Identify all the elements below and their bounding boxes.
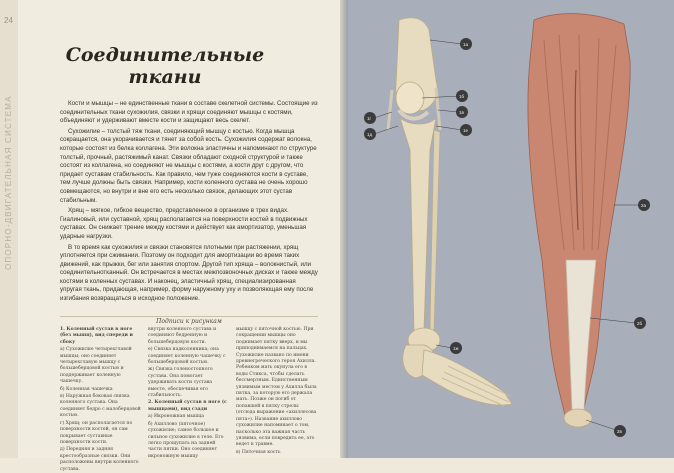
label-2b: 2б xyxy=(637,321,643,326)
label-1zh: 1ж xyxy=(453,346,459,351)
title-line-1: Соединительные xyxy=(65,44,265,66)
leg-illustration xyxy=(344,0,674,458)
caption-column xyxy=(60,327,142,472)
paragraph: Кости и мышцы – не единственные ткани в составе скелетной системы. Состоящие из соединительных ткани сухожилия, связки и хрящи соединяют мышцы с костями, объединяют и удерживают вместе кости и защищают весь скелет. xyxy=(60,100,318,125)
caption-line: в) Пяточная кость xyxy=(236,449,281,455)
paragraph: Сухожилие – толстый тяж ткани, соединяющий мышцу с костью. Когда мышца сокращается, она укорачивается и тянет за собой кость. Сухожилия содержат волокна, которые состоят из белка коллагена. Эти волокна эластичны и напоминают по структуре толстый, прочный, растяжимый канат. Связки обладают сходной структурой и также состоят из коллагена, но соединяют не мышцы с костями, а кости друг с другом, что придает суставам стабильность. Как правило, чем туже соединяются кости в суставе, тем лучше должны быть связки. Например, кости коленного сустава не очень хорошо совмещаются, но внутри и вне его есть несколько связок, делающих этот сустав стабильным. xyxy=(60,127,317,204)
label-1a: 1а xyxy=(463,42,469,47)
caption-line: ж) Связка голеностопного сустава. Она помогает удерживать кости сустава вместе, обеспечивая его стабильность. xyxy=(148,367,213,399)
caption-line: 1. Коленный сустав в ноге (без мышц), вид спереди и сбоку xyxy=(60,327,133,345)
figure-panel xyxy=(344,0,674,458)
caption-line: в) Наружная боковая связка коленного сустава. Она соединяет бедро с малоберцовой костью. xyxy=(60,394,141,419)
captions xyxy=(60,327,318,472)
paragraph: В то время как сухожилия и связки становятся плотными при растяжении, хрящ уплотняется при сжимании. Поэтому он подходит для амортизации во время таких движений, как прыжки, бег или занятия спортом. Другой тип хряща – волокнистый, или соединительнотканный. Он встречается в местах межпозвоночных дисках и также между костями в коленных суставах. И наконец, эластичный хрящ, специализированная упругая ткань, придающая, например, форму наружному уху и позволяющая ему после изгибания возвращаться в исходное положение. xyxy=(60,243,318,303)
caption-line: внутри коленного сустава и соединяют бедренную и большеберцовую кости. xyxy=(148,327,217,345)
label-2v: 2в xyxy=(617,429,622,434)
label-1g: 1г xyxy=(367,116,372,121)
body-text xyxy=(60,100,318,306)
caption-line: 2. Коленный сустав в ноге (с мышцами), вид сзади xyxy=(148,400,227,412)
label-2a: 2а xyxy=(641,203,647,208)
caption-line: а) Икроножная мышца xyxy=(148,414,204,420)
page-number: 24 xyxy=(4,16,13,25)
caption-line: а) Сухожилие четырехглавой мышцы; оно соединяет четырехглавую мышцу с большеберцовой костью и поддерживает коленную чашечку. xyxy=(60,347,132,385)
paragraph: Хрящ – мягкое, гибкое вещество, представленное в организме в трех видах. Гиалиновый, или суставной, хрящ располагается на поверхности костей в подвижных суставах. Он снижает трение между костями и действует как амортизатор, уменьшая ударные нагрузки. xyxy=(60,207,308,240)
caption-line: б) Ахиллово (пяточное) сухожилие; самое большое и сильное сухожилие в теле. Его легко прощупать на задней части пятки. Оно соединяет икроножную мышцу xyxy=(148,421,224,459)
divider xyxy=(60,316,318,317)
caption-line: г) Хрящ; он располагается по поверхности костей, он сам покрывает суставные поверхности кости. xyxy=(60,420,133,445)
label-1b: 1б xyxy=(459,94,465,99)
caption-column xyxy=(148,327,230,459)
page-title xyxy=(60,44,270,88)
caption-line: д) Передняя и задняя крестообразные связки. Они расположены внутри коленного сустава. xyxy=(60,447,139,472)
label-1e: 1е xyxy=(463,128,469,133)
caption-line: б) Коленная чашечка xyxy=(60,386,113,392)
captions-heading: Подписи к рисункам xyxy=(156,318,222,325)
running-head: ОПОРНО-ДВИГАТЕЛЬНАЯ СИСТЕМА xyxy=(4,95,13,270)
label-1v: 1в xyxy=(459,110,464,115)
book-gutter xyxy=(340,0,348,458)
label-1d: 1д xyxy=(367,132,373,137)
muscle-leg-figure xyxy=(528,14,630,427)
caption-column xyxy=(236,327,318,453)
side-strip xyxy=(0,0,18,458)
caption-line: мышцу с пяточной костью. При сокращении мышцы оно поднимает пятку вверх, и мы приподнимаемся на пальцах. Сухожилие названо по имени древнегреческого героя Ахилла. Ребенком мать окунула его в воды Стикса, чтобы сделать бессмертным. Единственным уязвимым местом у Ахилла была пятка, за которую его держала мать. Позже он погиб от попавшей в пятку стрелы (отсюда выражение «ахиллесова пята»). Название ахиллово сухожилие напоминает о том, насколько эта важная часть уязвима, если повредить ее, это ведет к травме. xyxy=(236,327,317,448)
caption-line: е) Связка надколенника; она соединяет коленную чашечку с большеберцовой костью. xyxy=(148,347,226,366)
title-line-2: ткани xyxy=(128,66,202,88)
